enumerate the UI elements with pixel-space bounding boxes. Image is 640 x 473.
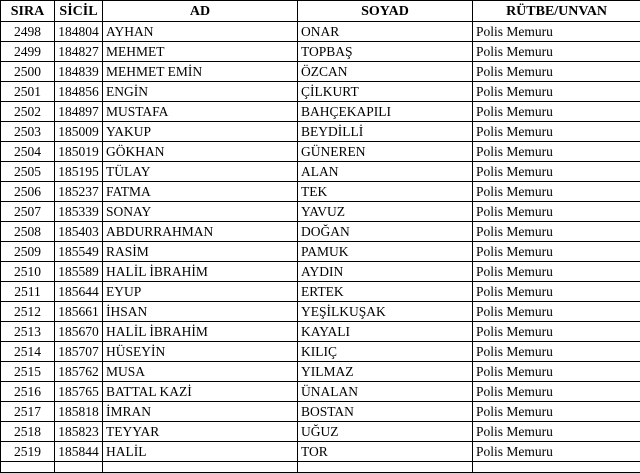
sira-cell: 2517 [1, 402, 55, 422]
header-ad: AD [103, 1, 298, 22]
sicil-cell: 185019 [55, 142, 103, 162]
table-row [1, 362, 640, 382]
sira-cell: 2512 [1, 302, 55, 322]
sicil-cell: 185823 [55, 422, 103, 442]
table-row [1, 402, 640, 422]
header-rutbe: RÜTBE/UNVAN [473, 1, 640, 22]
sira-cell: 2499 [1, 42, 55, 62]
soyad-cell: ERTEK [298, 282, 473, 302]
table-row [1, 102, 640, 122]
header-sicil: SİCİL [55, 1, 103, 22]
ad-cell: TÜLAY [103, 162, 298, 182]
sira-cell: 2507 [1, 202, 55, 222]
soyad-cell: ONAR [298, 22, 473, 42]
table-row [1, 322, 640, 342]
ad-cell: İHSAN [103, 302, 298, 322]
table-row [1, 62, 640, 82]
soyad-cell: YEŞİLKUŞAK [298, 302, 473, 322]
soyad-cell: ÜNALAN [298, 382, 473, 402]
sira-cell: 2516 [1, 382, 55, 402]
sira-cell: 2515 [1, 362, 55, 382]
table-row [1, 442, 640, 462]
ad-cell: MEHMET [103, 42, 298, 62]
sicil-cell: 185818 [55, 402, 103, 422]
sicil-cell: 185589 [55, 262, 103, 282]
ad-cell: RASİM [103, 242, 298, 262]
sicil-cell: 184897 [55, 102, 103, 122]
ad-cell: AYHAN [103, 22, 298, 42]
sicil-cell: 184856 [55, 82, 103, 102]
table-row [1, 342, 640, 362]
rutbe-cell: Polis Memuru [473, 342, 640, 362]
ad-cell: HALİL İBRAHİM [103, 262, 298, 282]
sira-cell: 2509 [1, 242, 55, 262]
sicil-cell: 184827 [55, 42, 103, 62]
ad-cell: BATTAL KAZİ [103, 382, 298, 402]
soyad-cell: YILMAZ [298, 362, 473, 382]
soyad-cell: PAMUK [298, 242, 473, 262]
soyad-cell: AYDIN [298, 262, 473, 282]
rutbe-cell: Polis Memuru [473, 262, 640, 282]
ad-cell: SONAY [103, 202, 298, 222]
sira-cell: 2508 [1, 222, 55, 242]
soyad-cell: TOPBAŞ [298, 42, 473, 62]
rutbe-cell: Polis Memuru [473, 102, 640, 122]
ad-cell: HALİL İBRAHİM [103, 322, 298, 342]
rutbe-cell: Polis Memuru [473, 382, 640, 402]
soyad-cell: KILIÇ [298, 342, 473, 362]
rutbe-cell: Polis Memuru [473, 222, 640, 242]
rutbe-cell: Polis Memuru [473, 142, 640, 162]
ad-cell: ABDURRAHMAN [103, 222, 298, 242]
ad-cell: MUSTAFA [103, 102, 298, 122]
table-row [1, 282, 640, 302]
empty-cell [55, 462, 103, 473]
soyad-cell: TEK [298, 182, 473, 202]
rutbe-cell: Polis Memuru [473, 322, 640, 342]
table-row [1, 82, 640, 102]
ad-cell: İMRAN [103, 402, 298, 422]
sira-cell: 2506 [1, 182, 55, 202]
ad-cell: HÜSEYİN [103, 342, 298, 362]
ad-cell: HALİL [103, 442, 298, 462]
rutbe-cell: Polis Memuru [473, 62, 640, 82]
sicil-cell: 184804 [55, 22, 103, 42]
rutbe-cell: Polis Memuru [473, 22, 640, 42]
sira-cell: 2504 [1, 142, 55, 162]
ad-cell: MUSA [103, 362, 298, 382]
rutbe-cell: Polis Memuru [473, 42, 640, 62]
sira-cell: 2519 [1, 442, 55, 462]
sira-cell: 2503 [1, 122, 55, 142]
sicil-cell: 185762 [55, 362, 103, 382]
rutbe-cell: Polis Memuru [473, 122, 640, 142]
table-row [1, 262, 640, 282]
rutbe-cell: Polis Memuru [473, 442, 640, 462]
soyad-cell: ÖZCAN [298, 62, 473, 82]
table-row [1, 302, 640, 322]
rutbe-cell: Polis Memuru [473, 402, 640, 422]
sicil-cell: 184839 [55, 62, 103, 82]
soyad-cell: TOR [298, 442, 473, 462]
table-row [1, 122, 640, 142]
sicil-cell: 185644 [55, 282, 103, 302]
table-row [1, 422, 640, 442]
empty-cell [103, 462, 298, 473]
sira-cell: 2500 [1, 62, 55, 82]
empty-cell [298, 462, 473, 473]
ad-cell: YAKUP [103, 122, 298, 142]
table-row [1, 222, 640, 242]
sira-cell: 2511 [1, 282, 55, 302]
sicil-cell: 185237 [55, 182, 103, 202]
table-row [1, 22, 640, 42]
sira-cell: 2513 [1, 322, 55, 342]
rutbe-cell: Polis Memuru [473, 202, 640, 222]
sicil-cell: 185765 [55, 382, 103, 402]
table-row [1, 382, 640, 402]
rutbe-cell: Polis Memuru [473, 422, 640, 442]
table-row [1, 202, 640, 222]
sicil-cell: 185707 [55, 342, 103, 362]
table-header [1, 1, 640, 22]
rutbe-cell: Polis Memuru [473, 182, 640, 202]
sira-cell: 2502 [1, 102, 55, 122]
soyad-cell: ALAN [298, 162, 473, 182]
sira-cell: 2498 [1, 22, 55, 42]
soyad-cell: BAHÇEKAPILI [298, 102, 473, 122]
soyad-cell: BOSTAN [298, 402, 473, 422]
sicil-cell: 185009 [55, 122, 103, 142]
ad-cell: GÖKHAN [103, 142, 298, 162]
sira-cell: 2510 [1, 262, 55, 282]
header-soyad: SOYAD [298, 1, 473, 22]
empty-cell [1, 462, 55, 473]
rutbe-cell: Polis Memuru [473, 362, 640, 382]
soyad-cell: ÇİLKURT [298, 82, 473, 102]
soyad-cell: UĞUZ [298, 422, 473, 442]
table-row [1, 242, 640, 262]
table-row [1, 182, 640, 202]
rutbe-cell: Polis Memuru [473, 302, 640, 322]
ad-cell: TEYYAR [103, 422, 298, 442]
empty-cell [473, 462, 640, 473]
sicil-cell: 185195 [55, 162, 103, 182]
rutbe-cell: Polis Memuru [473, 162, 640, 182]
header-sira: SIRA [1, 1, 55, 22]
sira-cell: 2518 [1, 422, 55, 442]
sira-cell: 2514 [1, 342, 55, 362]
sicil-cell: 185670 [55, 322, 103, 342]
soyad-cell: BEYDİLLİ [298, 122, 473, 142]
ad-cell: MEHMET EMİN [103, 62, 298, 82]
rutbe-cell: Polis Memuru [473, 82, 640, 102]
sicil-cell: 185339 [55, 202, 103, 222]
soyad-cell: YAVUZ [298, 202, 473, 222]
soyad-cell: KAYALI [298, 322, 473, 342]
sicil-cell: 185549 [55, 242, 103, 262]
table-body [1, 22, 640, 473]
soyad-cell: DOĞAN [298, 222, 473, 242]
soyad-cell: GÜNEREN [298, 142, 473, 162]
sicil-cell: 185844 [55, 442, 103, 462]
sira-cell: 2505 [1, 162, 55, 182]
header-row [1, 1, 640, 22]
ad-cell: ENGİN [103, 82, 298, 102]
ad-cell: EYUP [103, 282, 298, 302]
table-row [1, 162, 640, 182]
rutbe-cell: Polis Memuru [473, 282, 640, 302]
table-row [1, 42, 640, 62]
table-row-cutoff [1, 462, 640, 473]
table-row [1, 142, 640, 162]
ad-cell: FATMA [103, 182, 298, 202]
sira-cell: 2501 [1, 82, 55, 102]
rutbe-cell: Polis Memuru [473, 242, 640, 262]
sicil-cell: 185403 [55, 222, 103, 242]
sicil-cell: 185661 [55, 302, 103, 322]
